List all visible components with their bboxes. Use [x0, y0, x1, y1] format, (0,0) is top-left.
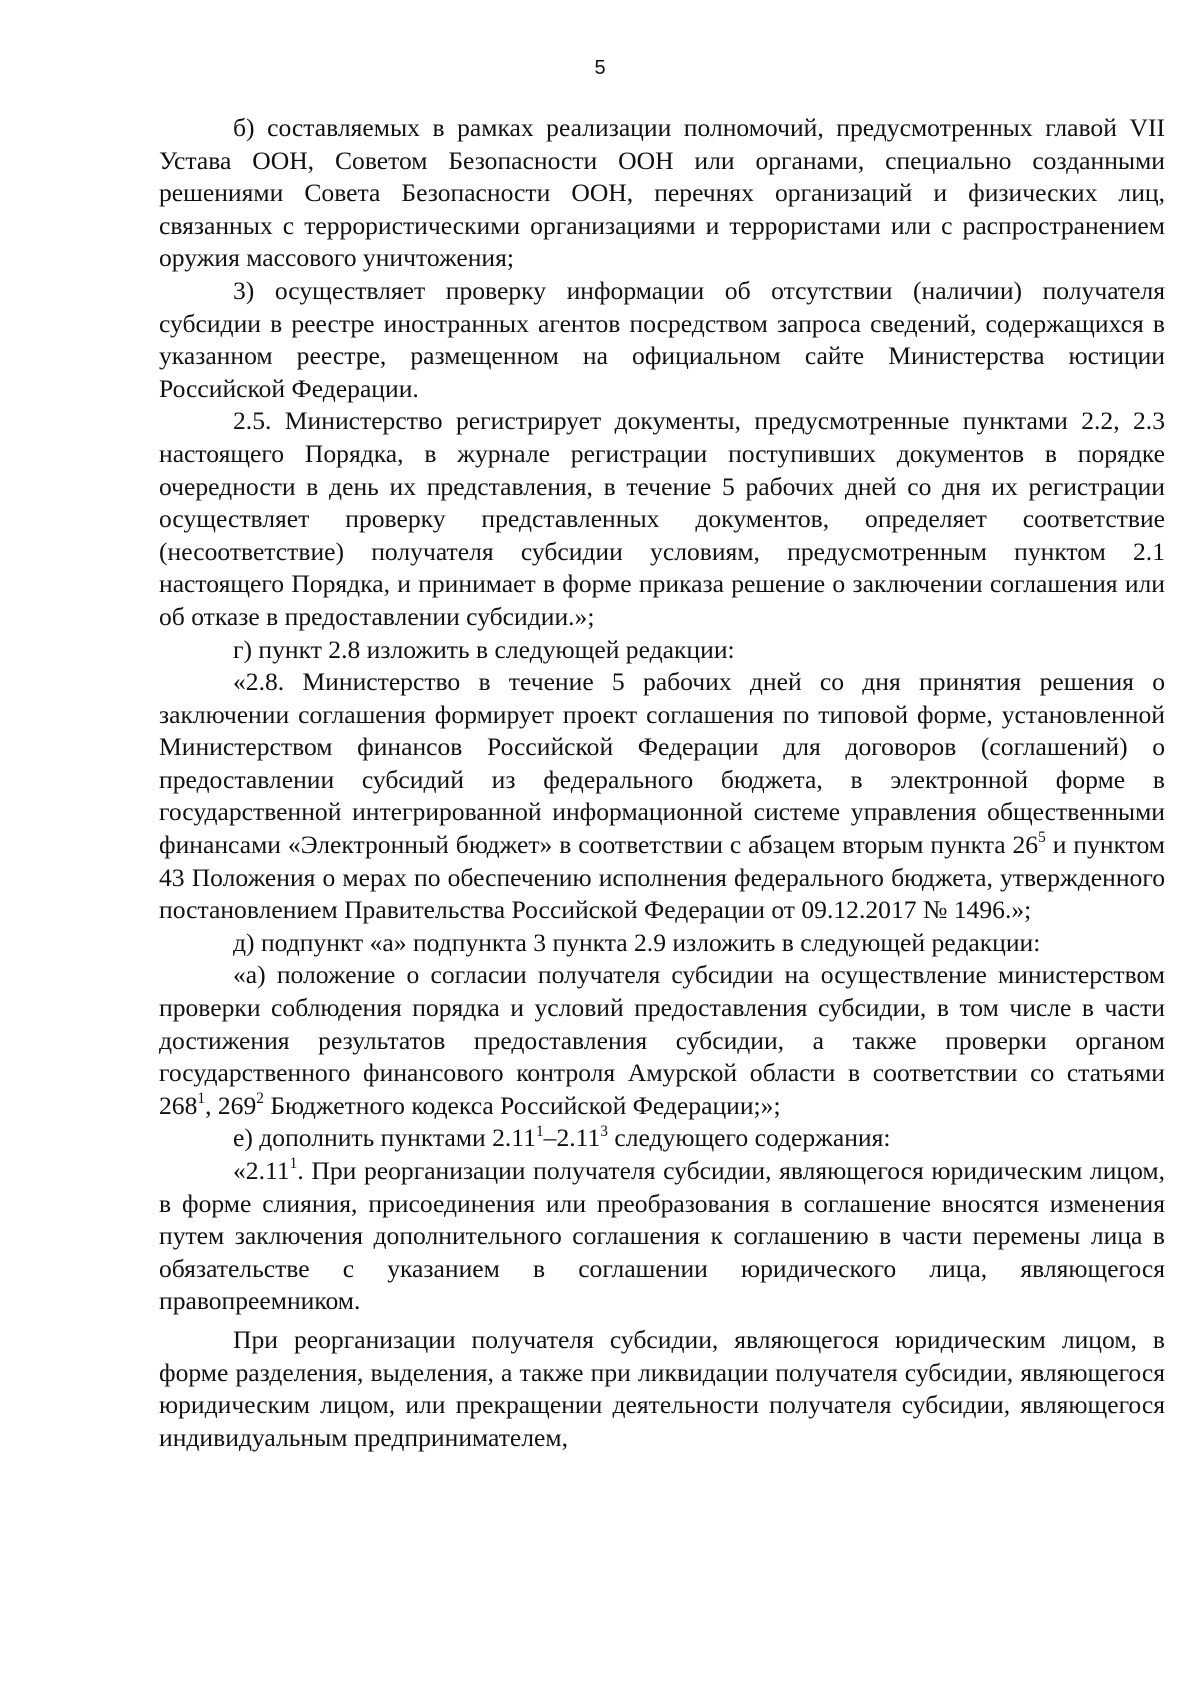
paragraph-text: следующего содержания: — [607, 1123, 891, 1153]
paragraph-text: –2.11 — [543, 1123, 601, 1153]
paragraph-2-11-1 — [159, 1155, 1165, 1318]
superscript: 1 — [289, 1155, 298, 1173]
paragraph-a-consent — [159, 959, 1165, 1122]
paragraph-text: . При реорганизации получателя субсидии, являющегося юридическим лицом, в форме слияния, присоединения или преобразования в соглашение вносятся изменения путем заключения дополнительного соглашения к соглашению в части перемены лица в обязательстве с указанием в соглашении юридического лица, являющегося правопреемником. — [159, 1156, 1165, 1316]
paragraph-text: 2.5. Министерство регистрирует документы, предусмотренные пунктами 2.2, 2.3 настоящего Порядка, в журнале регистрации поступивших документов в порядке очередности в день их представления, в течение 5 рабочих дней со дня их регистрации осуществляет проверку представленных документов, определяет соответствие (несоответствие) получателя субсидии условиям, предусмотренным пунктом 2.1 настоящего Порядка, и принимает в форме приказа решение о заключении соглашения или об отказе в предоставлении субсидии.»; — [159, 406, 1165, 631]
paragraph-text: «а) положение о согласии получателя субсидии на осуществление министерством проверки соблюдения порядка и условий предоставления субсидии, в том числе в части достижения результатов предоставления субсидии, а также проверки органом государственного финансового контроля Амурской области в соответствии со статьями 268 — [159, 960, 1165, 1120]
paragraph-text: «2.8. Министерство в течение 5 рабочих дней со дня принятия решения о заключении соглашения формирует проект соглашения по типовой форме, установленной Министерством финансов Российской Федерации для договоров (соглашений) о предоставлении субсидий из федерального бюджета, в электронной форме в государственной интегрированной информационной системе управления общественными финансами «Электронный бюджет» в соответствии с абзацем вторым пункта 26 — [159, 667, 1165, 860]
paragraph-b-un-lists — [159, 112, 1165, 275]
paragraph-reorganization-division — [159, 1324, 1165, 1454]
paragraph-e-supplement-2-11 — [159, 1122, 1165, 1155]
paragraph-text: При реорганизации получателя субсидии, являющегося юридическим лицом, в форме разделения, выделения, а также при ликвидации получателя субсидии, являющегося юридическим лицом, или прекращении деятельности получателя субсидии, являющегося индивидуальным предпринимателем, — [159, 1324, 1165, 1452]
paragraph-text: е) дополнить пунктами 2.11 — [233, 1123, 536, 1153]
paragraph-text: б) составляемых в рамках реализации полномочий, предусмотренных главой VII Устава ООН, Советом Безопасности ООН или органами, специально созданными решениями Совета Безопасности ООН, перечнях организаций и физических лиц, связанных с террористическими организациями и террористами или с распространением оружия массового уничтожения; — [159, 113, 1165, 273]
paragraph-text: г) пункт 2.8 изложить в следующей редакции: — [233, 634, 735, 664]
paragraph-text: д) подпункт «а» подпункта 3 пункта 2.9 изложить в следующей редакции: — [233, 927, 1041, 957]
paragraph-text: Бюджетного кодекса Российской Федерации;»; — [263, 1090, 781, 1120]
paragraph-2-8 — [159, 666, 1165, 927]
paragraph-text: «2.11 — [233, 1156, 290, 1185]
paragraph-text: 3) осуществляет проверку информации об отсутствии (наличии) получателя субсидии в реестре иностранных агентов посредством запроса сведений, содержащихся в указанном реестре, размещенном на официальном сайте Министерства юстиции Российской Федерации. — [159, 275, 1165, 403]
paragraph-text: и пунктом 43 Положения о мерах по обеспечению исполнения федерального бюджета, утвержденного постановлением Правительства Российской Федерации от 09.12.2017 № 1496.»; — [159, 830, 1165, 925]
superscript: 1 — [535, 1122, 544, 1140]
page-number: 5 — [594, 57, 606, 79]
superscript: 3 — [600, 1122, 608, 1140]
superscript: 2 — [256, 1090, 264, 1108]
superscript: 1 — [197, 1090, 206, 1108]
document-body — [159, 112, 1165, 1454]
paragraph-text: , 269 — [205, 1090, 257, 1120]
paragraph-2-5 — [159, 405, 1165, 633]
paragraph-3-foreign-agents-check — [159, 275, 1165, 405]
paragraph-g-amendment-2-8 — [159, 634, 1165, 667]
paragraph-d-amendment-2-9 — [159, 927, 1165, 960]
superscript: 5 — [1038, 829, 1046, 847]
